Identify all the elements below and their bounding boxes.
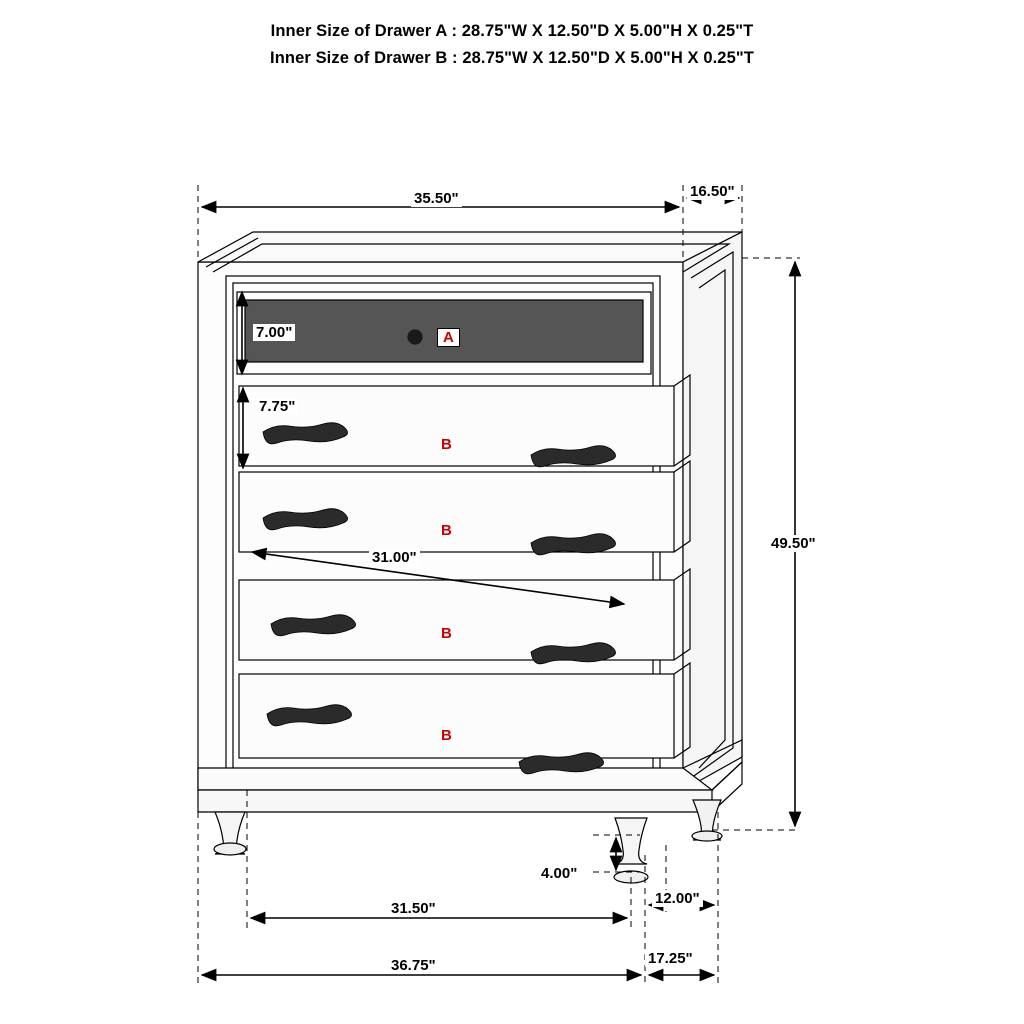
dim-drawer-b-height: 7.75" (256, 398, 298, 415)
dim-drawer-a-height: 7.00" (253, 324, 295, 341)
dim-total-height: 49.50" (768, 535, 819, 552)
drawer-b-inner-size-note: Inner Size of Drawer B : 28.75"W X 12.50"D X 5.00"H X 0.25"T (270, 49, 754, 67)
drawer-marker-b-1: B (441, 436, 452, 453)
dim-base-depth: 17.25" (645, 950, 696, 967)
drawer-marker-a: A (437, 328, 460, 347)
dim-base-width: 36.75" (388, 957, 439, 974)
drawer-a-inner-size-note: Inner Size of Drawer A : 28.75"W X 12.50"D X 5.00"H X 0.25"T (270, 22, 754, 40)
drawer-marker-b-3: B (441, 625, 452, 642)
dim-drawer-inner-width: 31.00" (369, 549, 420, 566)
dim-leg-height: 4.00" (538, 865, 580, 882)
dim-leg-depth: 12.00" (652, 890, 703, 907)
dim-top-width: 35.50" (411, 190, 462, 207)
drawer-marker-b-2: B (441, 522, 452, 539)
dim-case-width: 31.50" (388, 900, 439, 917)
drawer-marker-b-4: B (441, 727, 452, 744)
dim-top-depth: 16.50" (687, 183, 738, 200)
